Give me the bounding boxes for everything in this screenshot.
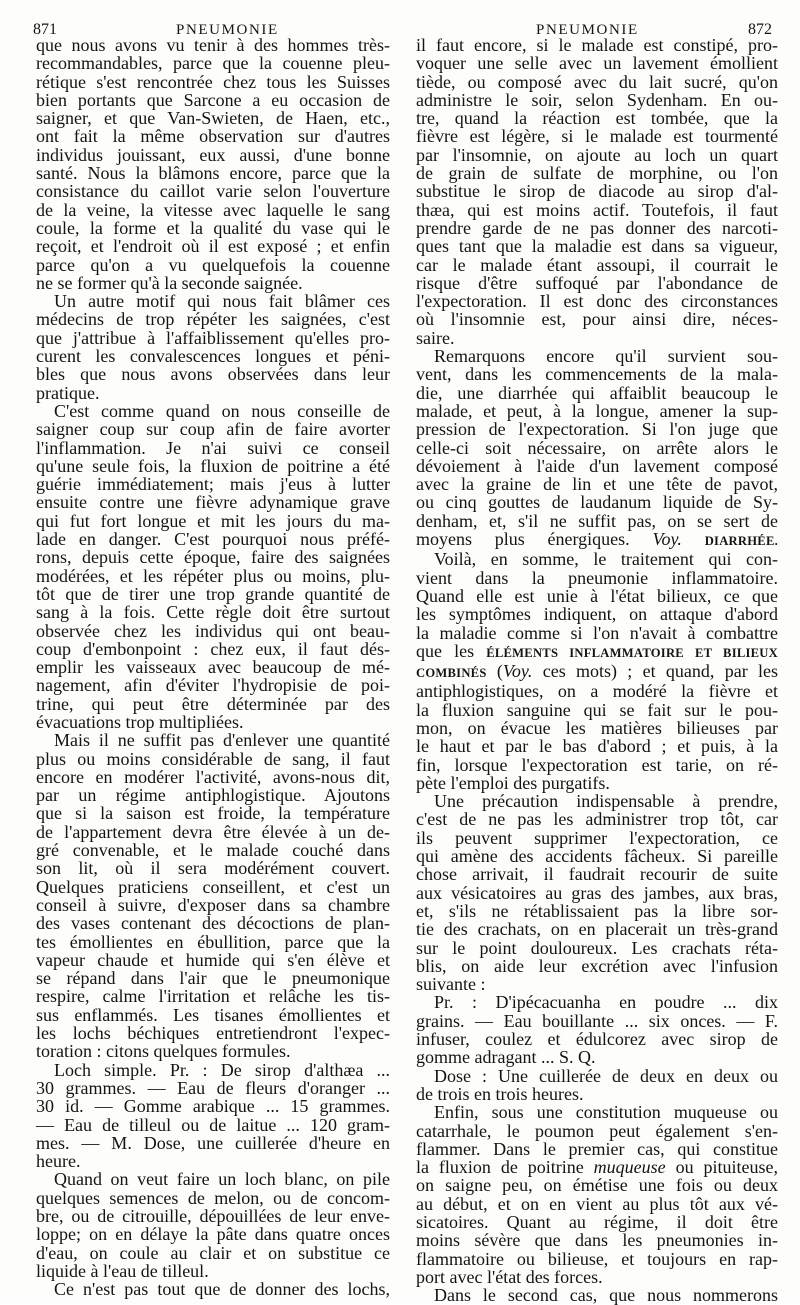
- text-line: saigner coup sur coup afin de faire avorter: [36, 419, 390, 440]
- text-line: flammer. Dans le premier cas, qui constitue: [416, 1138, 778, 1159]
- text-line: trine, qui peut être déterminée par des: [36, 693, 390, 714]
- text-line: des vases contenant des décoctions de plan-: [36, 913, 390, 934]
- text-line: coup d'embonpoint : chez eux, il faut dés-: [36, 638, 390, 659]
- text-segment: que les: [416, 640, 487, 661]
- text-line: emplir les vaisseaux avec beaucoup de mé-: [36, 657, 390, 678]
- text-line: [416, 530, 778, 550]
- left-column: [36, 36, 390, 1298]
- text-line: respire, calme l'irritation et relâche les tis-: [36, 986, 390, 1007]
- text-line: recommandables, parce que la couenne pleu-: [36, 53, 390, 74]
- text-line: ou cinq gouttes de laudanum liquide de Sy-: [416, 492, 778, 513]
- text-line: loppe; on en délaye la pâte dans quatre onces: [36, 1224, 390, 1245]
- text-line: évacuations trop multipliées.: [36, 711, 244, 732]
- text-line: fièvre est légère, si le malade est tourmenté: [416, 126, 778, 147]
- italic-text: Voy.: [502, 661, 533, 682]
- text-line: [416, 642, 778, 662]
- text-line: Voilà, en somme, le traitement qui con-: [434, 549, 778, 570]
- text-line: pète l'emploi des purgatifs.: [416, 772, 610, 793]
- text-line: voquer une selle avec un lavement émollient: [416, 53, 778, 74]
- text-line: de la veine, la vitesse avec laquelle le sang: [36, 199, 390, 220]
- italic-text: Voy.: [652, 529, 705, 550]
- text-line: tôt que de tirer une trop grande quantité de: [36, 583, 390, 604]
- text-line: gomme adragant ... S. Q.: [416, 1047, 596, 1068]
- small-caps-text: DIARRHÉE.: [704, 534, 778, 549]
- text-line: avec la graine de lin et une tête de pavot,: [416, 474, 778, 495]
- text-line: 30 id. — Gomme arabique ... 15 grammes.: [36, 1096, 390, 1117]
- text-line: Une précaution indispensable à prendre,: [434, 791, 778, 812]
- text-line: heure.: [36, 1151, 81, 1172]
- text-line: sang à la fois. Cette règle doit être surtout: [36, 602, 390, 623]
- text-line: l'expectoration. Il est donc des circonstances: [416, 291, 778, 312]
- text-line: moins sévère que dans les pneumonies in-: [416, 1230, 778, 1251]
- text-line: son lit, où il sera modérément couvert.: [36, 858, 390, 879]
- text-line: aux vésicatoires au gras des jambes, aux bras,: [416, 882, 778, 903]
- text-line: de trois en trois heures.: [416, 1083, 584, 1104]
- text-line: les lochs béchiques entretiendront l'expec-: [36, 1023, 390, 1044]
- text-line: Quand elle est unie à l'état bilieux, ce que: [416, 585, 778, 606]
- left-page-number: 871: [33, 21, 57, 38]
- text-line: coule, la forme et la qualité du vase qui le: [36, 217, 390, 238]
- text-line: ont fait la même observation sur d'autres: [36, 126, 390, 147]
- text-line: par l'insomnie, on ajoute au loch un quart: [416, 144, 778, 165]
- text-line: plus ou moins considérable de sang, il faut: [36, 748, 390, 769]
- text-line: ensuite contre une fièvre adynamique grave: [36, 492, 390, 513]
- text-line: catarrhale, le poumon peut également s'en-: [416, 1120, 778, 1141]
- small-caps-text: COMBINÉS: [416, 666, 487, 681]
- text-line: que j'attribue à l'affaiblissement qu'elles pro-: [36, 327, 390, 348]
- text-line: saigner, et que Van-Swieten, de Haen, etc.,: [36, 108, 390, 129]
- text-line: par un régime antiphlogistique. Ajoutons: [36, 785, 390, 806]
- text-line: nagement, afin d'éviter l'hydropisie de poi-: [36, 675, 390, 696]
- text-line: lade en danger. C'est pourquoi nous préfé-: [36, 529, 390, 550]
- text-line: guérie immédiatement; mais j'eus à lutter: [36, 474, 390, 495]
- text-line: Ce n'est pas tout que de donner des lochs,: [54, 1279, 390, 1300]
- text-line: denham, et, s'il ne suffit pas, on se sert de: [416, 510, 778, 531]
- text-line: bre, ou de citrouille, dépouillées de leur enve-: [36, 1206, 390, 1226]
- text-line: individus jouissant, eux aussi, d'une bonne: [36, 144, 390, 165]
- text-line: port avec l'état des forces.: [416, 1266, 603, 1287]
- text-line: bles que nous avons observées dans leur: [36, 364, 390, 385]
- right-column: [416, 36, 778, 1304]
- left-running-title: PNEUMONIE: [176, 22, 279, 38]
- text-line: substitue le sirop de diacode au sirop d'al-: [416, 181, 778, 202]
- text-line: ques tant que la maladie est dans sa vigueur,: [416, 236, 778, 257]
- text-line: saire.: [416, 327, 455, 348]
- text-line: blis, on aide leur excrétion avec l'infusion: [416, 955, 778, 976]
- text-line: se répand dans l'air que le pneumonique: [36, 968, 390, 989]
- text-segment: ces mots) ; et quand, par les: [532, 661, 778, 682]
- text-line: Remarquons encore qu'il survient sou-: [434, 346, 778, 367]
- text-line: sicatoires. Quant au régime, il doit être: [416, 1212, 778, 1232]
- text-line: antiphlogistiques, on a modéré la fièvre et: [416, 681, 778, 702]
- text-line: curent les convalescences longues et péni-: [36, 346, 390, 367]
- text-line: tes émollientes en ébullition, parce que la: [36, 931, 390, 952]
- text-line: — Eau de tilleul ou de laitue ... 120 gram-: [36, 1114, 390, 1135]
- text-line: ils peuvent supprimer l'expectoration, ce: [416, 827, 778, 848]
- text-line: celle-ci soit nécessaire, on arrête alors le: [416, 437, 778, 458]
- text-line: risque d'être suffoqué par l'abondance de: [416, 272, 778, 293]
- text-line: fin, lorsque l'expectoration est tarie, on ré-: [416, 754, 778, 775]
- text-line: où l'insomnie est, pour ainsi dire, néces-: [416, 309, 778, 330]
- text-line: la maladie comme si l'on n'avait à combattre: [416, 622, 778, 643]
- text-line: rons, depuis cette époque, faire des saignées: [36, 547, 390, 568]
- text-line: mon, on évacue les matières bilieuses par: [416, 717, 778, 738]
- text-line: reçoit, et l'endroit où il est exposé ; et enfin: [36, 236, 390, 257]
- text-line: car le malade étant assoupi, il courrait le: [416, 254, 778, 275]
- text-line: Dans le second cas, que nous nommerons: [434, 1285, 778, 1305]
- text-line: que si la saison est froide, la température: [36, 803, 390, 824]
- text-line: le haut et par le bas d'abord ; et puis, à la: [416, 736, 778, 757]
- text-line: conseil à suivre, d'exposer dans sa chambre: [36, 894, 390, 915]
- text-line: gré convenable, et le malade couché dans: [36, 840, 390, 861]
- text-line: et, s'ils ne rétablissaient pas la libre sor-: [416, 900, 778, 921]
- text-line: rétique s'est rencontrée chez tous les Suisses: [36, 71, 390, 92]
- text-line: Mais il ne suffit pas d'enlever une quantité: [54, 730, 390, 751]
- text-line: prendre garde de ne pas donner des narcoti-: [416, 217, 778, 238]
- text-line: il faut encore, si le malade est constipé, pro-: [416, 35, 778, 55]
- text-line: pratique.: [36, 382, 100, 403]
- text-line: chose arrivait, il faudrait recourir de suite: [416, 864, 778, 885]
- text-line: tre, quand la réaction est tombée, que la: [416, 108, 778, 129]
- text-line: vient dans la pneumonie inflammatoire.: [416, 567, 778, 588]
- text-line: observée chez les individus qui ont beau-: [36, 620, 390, 641]
- text-line: consistance du caillot varie selon l'ouverture: [36, 181, 390, 202]
- text-line: [416, 662, 778, 682]
- text-line: l'inflammation. Je n'ai suivi ce conseil: [36, 437, 390, 458]
- text-line: sur le point douloureux. Les crachats réta-: [416, 937, 778, 958]
- text-line: Pr. : D'ipécacuanha en poudre ... dix: [434, 992, 778, 1013]
- text-line: d'eau, on coule au clair et on substitue ce: [36, 1242, 390, 1263]
- text-line: encore en modérer l'activité, avons-nous dit,: [36, 766, 390, 787]
- text-line: parce qu'on a vu quelquefois la couenne: [36, 254, 390, 275]
- text-line: sus enflammés. Les tisanes émollientes et: [36, 1004, 390, 1025]
- text-line: [416, 1158, 778, 1176]
- text-line: de grain de sulfate de morphine, ou l'on: [416, 163, 778, 184]
- text-line: administre le soir, selon Sydenham. En ou-: [416, 89, 778, 110]
- text-line: quelques semences de melon, ou de concom-: [36, 1187, 390, 1208]
- text-line: liquide à l'eau de tilleul.: [36, 1260, 209, 1281]
- right-page-number: 872: [748, 21, 772, 38]
- text-line: C'est comme quand on nous conseille de: [54, 400, 390, 421]
- text-line: de l'appartement devra être élevée à un de-: [36, 821, 390, 842]
- text-line: Enfin, sous une constitution muqueuse ou: [434, 1102, 778, 1123]
- text-segment: la fluxion de poitrine: [416, 1157, 594, 1178]
- text-line: vapeur chaude et humide qui s'en élève et: [36, 949, 390, 970]
- text-line: Quand on veut faire un loch blanc, on pile: [54, 1169, 390, 1190]
- text-line: bien portants que Sarcone a eu occasion de: [36, 89, 390, 110]
- text-line: qu'une seule fois, la fluxion de poitrine a été: [36, 455, 390, 476]
- text-line: tie des crachats, on en placerait un très-grand: [416, 919, 778, 940]
- text-line: la fluxion sanguine qui se fait sur le pou-: [416, 699, 778, 720]
- text-line: au début, et on en vient au plus tôt aux vé-: [416, 1193, 778, 1214]
- text-line: santé. Nous la blâmons encore, parce que la: [36, 163, 390, 184]
- text-line: Quelques praticiens conseillent, et c'est un: [36, 876, 390, 897]
- text-line: qui amène des accidents fâcheux. Si pareille: [416, 846, 778, 867]
- text-line: vent, dans les commencements de la mala-: [416, 364, 778, 385]
- text-line: médecins de trop répéter les saignées, c'est: [36, 309, 390, 330]
- text-line: die, une diarrhée qui affaiblit beaucoup le: [416, 382, 778, 403]
- text-line: dévoiement à l'aide d'un lavement composé: [416, 455, 778, 476]
- text-line: flammatoire ou bilieuse, et toujours en rap-: [416, 1248, 778, 1269]
- text-line: grains. — Eau bouillante ... six onces. — F.: [416, 1010, 778, 1031]
- text-line: thæa, qui est moins actif. Toutefois, il faut: [416, 199, 778, 220]
- text-line: ne se former qu'à la seconde saignée.: [36, 272, 303, 293]
- small-caps-text: ÉLÉMENTS INFLAMMATOIRE ET BILIEUX: [486, 645, 779, 660]
- text-line: modérées, et les répéter plus ou moins, plu-: [36, 565, 390, 586]
- text-line: infuser, coulez et édulcorez avec sirop de: [416, 1029, 778, 1050]
- text-line: toration : citons quelques formules.: [36, 1041, 291, 1062]
- text-line: Un autre motif qui nous fait blâmer ces: [54, 291, 390, 312]
- text-segment: moyens plus énergiques.: [416, 529, 653, 550]
- right-running-title: PNEUMONIE: [536, 22, 639, 38]
- text-segment: (: [486, 661, 503, 682]
- text-line: suivante :: [416, 974, 486, 995]
- text-line: les symptômes indiquent, on attaque d'abord: [416, 604, 778, 625]
- italic-text: muqueuse: [593, 1157, 666, 1178]
- text-line: tiède, ou composé avec du lait sucré, qu'on: [416, 71, 778, 92]
- text-line: pression de l'expectoration. Si l'on juge que: [416, 419, 778, 440]
- text-line: on saigne peu, on émétise une fois ou deux: [416, 1175, 778, 1196]
- text-segment: ou pituiteuse,: [665, 1157, 778, 1178]
- text-line: qui fut fort longue et mit les jours du ma-: [36, 510, 390, 531]
- text-line: Loch simple. Pr. : De sirop d'althæa ...: [54, 1059, 390, 1080]
- text-line: Dose : Une cuillerée de deux en deux ou: [434, 1065, 778, 1086]
- text-line: malade, et peut, à la longue, amener la sup-: [416, 400, 778, 421]
- text-line: 30 grammes. — Eau de fleurs d'oranger ...: [36, 1077, 390, 1098]
- text-line: que nous avons vu tenir à des hommes très-: [36, 35, 390, 55]
- text-line: mes. — M. Dose, une cuillerée d'heure en: [36, 1132, 390, 1153]
- text-line: c'est de ne pas les administrer trop tôt, car: [416, 809, 778, 830]
